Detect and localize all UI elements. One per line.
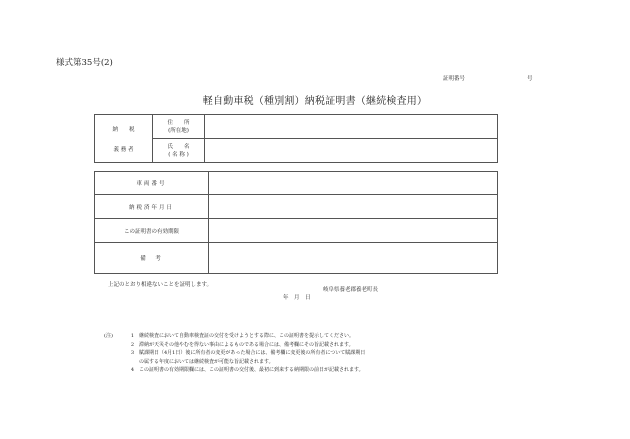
validity-period-value[interactable] — [209, 219, 498, 243]
address-label-line-1: 住 所 — [167, 119, 190, 126]
note-text: の属する年度においては継続検査が可能な旨記載されます。 — [139, 358, 274, 365]
name-label-line-2: ( 名 称 ) — [168, 151, 189, 158]
remarks-label: 備 考 — [95, 243, 209, 274]
certificate-number-unit: 号 — [527, 76, 533, 82]
notes-lead: (注) — [104, 333, 113, 339]
vehicle-table — [94, 171, 498, 274]
note-number: 1 — [130, 333, 134, 339]
notes-section — [104, 332, 365, 375]
note-item — [104, 366, 365, 375]
vehicle-number-label: 車両番号 — [95, 172, 209, 195]
taxpayer-label-line-2: 義 務 者 — [113, 146, 134, 153]
validity-period-label: この証明書の有効期限 — [95, 219, 209, 243]
name-value[interactable] — [205, 139, 498, 163]
remarks-value[interactable] — [209, 243, 498, 274]
note-number: 3 — [130, 350, 134, 356]
note-continuation — [104, 358, 365, 367]
issue-date: 年 月 日 — [283, 295, 311, 301]
issuer-name: 岐阜県養老郡養老町長 — [323, 287, 379, 293]
note-item — [104, 341, 365, 350]
note-text: 滞納が天災その他やむを得ない事由によるものである場合には、備考欄にその旨記載されます。 — [139, 341, 354, 348]
note-number: 2 — [130, 341, 134, 348]
form-number: 様式第35号(2) — [56, 58, 113, 68]
payment-date-label: 納税済年月日 — [95, 195, 209, 219]
document-title: 軽自動車税（種別割）納税証明書（継続検査用） — [202, 96, 428, 107]
name-label — [153, 139, 205, 163]
certificate-number-label: 証明番号 — [443, 76, 466, 82]
note-text: 継続検査において自動車検査証の交付を受けようとする際に、この証明書を提示してください。 — [139, 333, 355, 339]
note-text: 賦課期日（4月1日）後に所有者の変更があった場合には、備考欄に変更後の所有者について賦課期日 — [139, 350, 366, 356]
name-label-line-1: 氏 名 — [167, 143, 190, 150]
taxpayer-label-line-1: 納 税 — [112, 126, 135, 133]
note-number: 4 — [130, 367, 134, 373]
taxpayer-group-label — [95, 115, 153, 163]
note-text: この証明書の有効期限欄には、この証明書の交付後、最初に到来する納期限の前日が記載されます。 — [139, 367, 364, 373]
address-value[interactable] — [205, 115, 498, 139]
address-label-line-2: (所在地) — [168, 127, 189, 134]
certification-text: 上記のとおり相違ないことを証明します。 — [108, 282, 213, 288]
payment-date-value[interactable] — [209, 195, 498, 219]
note-item — [104, 332, 365, 341]
taxpayer-table — [94, 114, 498, 163]
note-item — [104, 349, 365, 358]
vehicle-number-value[interactable] — [209, 172, 498, 195]
address-label — [153, 115, 205, 139]
